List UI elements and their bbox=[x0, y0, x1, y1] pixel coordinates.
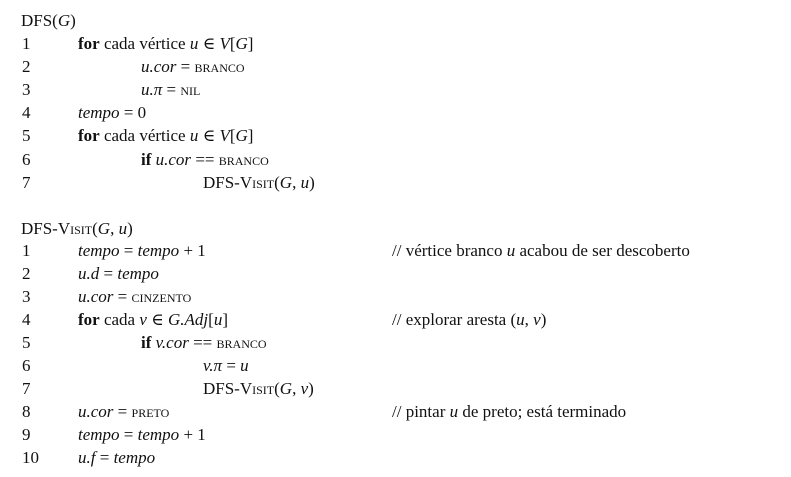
code-token: u.d bbox=[78, 264, 100, 283]
code-token: = bbox=[119, 425, 138, 444]
code-token: for bbox=[78, 34, 100, 53]
code-token: tempo bbox=[113, 448, 156, 467]
pseudocode-line bbox=[0, 33, 791, 55]
line-number: 9 bbox=[22, 425, 31, 444]
code-token: G bbox=[279, 173, 293, 192]
code-token: G bbox=[235, 34, 248, 53]
pseudocode-line bbox=[0, 401, 791, 423]
code-token: DFS-V bbox=[21, 219, 71, 238]
code-token: v.cor bbox=[155, 333, 189, 352]
code-token: cada vértice bbox=[99, 126, 190, 145]
code-token: if bbox=[141, 150, 152, 169]
code-token: G bbox=[235, 126, 248, 145]
pseudocode-line bbox=[0, 447, 791, 469]
line-number: 7 bbox=[22, 379, 31, 398]
code-token: = bbox=[119, 241, 138, 260]
pseudocode-line bbox=[0, 240, 791, 262]
code-token: for bbox=[78, 310, 100, 329]
code-token: u.cor bbox=[78, 287, 114, 306]
code-token: tempo bbox=[137, 241, 180, 260]
code-comment bbox=[392, 401, 626, 423]
code-token: v bbox=[300, 379, 309, 398]
code-token: ) bbox=[70, 11, 76, 30]
code-token: de preto; está terminado bbox=[458, 402, 627, 421]
pseudocode-line bbox=[0, 263, 791, 285]
code-token: = bbox=[222, 356, 241, 375]
code-token: ( bbox=[274, 173, 280, 192]
code-statement bbox=[203, 355, 249, 377]
pseudocode-line bbox=[0, 424, 791, 446]
code-statement bbox=[78, 102, 146, 124]
code-token: ∈ bbox=[198, 126, 220, 145]
code-token: branco bbox=[194, 57, 245, 76]
pseudocode-line bbox=[0, 79, 791, 101]
code-statement bbox=[141, 332, 267, 354]
code-token: , bbox=[292, 379, 301, 398]
code-token: ) bbox=[308, 379, 314, 398]
line-number: 4 bbox=[22, 310, 31, 329]
code-token: cada vértice bbox=[99, 34, 190, 53]
code-token: // explorar aresta ( bbox=[392, 310, 517, 329]
code-statement bbox=[141, 149, 269, 171]
procedure-title bbox=[21, 218, 133, 240]
code-statement bbox=[78, 309, 228, 331]
code-token: DFS-V bbox=[203, 173, 253, 192]
code-token: DFS( bbox=[21, 11, 58, 30]
code-token: G.Adj bbox=[168, 310, 209, 329]
pseudocode-line bbox=[0, 56, 791, 78]
code-token: ] bbox=[247, 126, 254, 145]
code-token: ) bbox=[309, 173, 315, 192]
code-token: if bbox=[141, 333, 152, 352]
code-token: V bbox=[219, 126, 230, 145]
code-token: == bbox=[188, 333, 217, 352]
code-token: u.cor bbox=[141, 57, 177, 76]
code-token: = 0 bbox=[119, 103, 147, 122]
code-token: = bbox=[113, 402, 132, 421]
line-number: 8 bbox=[22, 402, 31, 421]
code-token: acabou de ser descoberto bbox=[515, 241, 690, 260]
line-number: 5 bbox=[22, 333, 31, 352]
code-statement bbox=[78, 447, 155, 469]
code-token: + 1 bbox=[179, 425, 206, 444]
code-token: v bbox=[139, 310, 147, 329]
code-token: branco bbox=[218, 150, 269, 169]
code-token: ∈ bbox=[198, 34, 220, 53]
code-token: u bbox=[189, 34, 199, 53]
line-number: 4 bbox=[22, 103, 31, 122]
code-token: // vértice branco bbox=[392, 241, 507, 260]
code-statement bbox=[78, 125, 253, 147]
code-token: u bbox=[516, 310, 525, 329]
code-statement bbox=[78, 240, 206, 262]
line-number: 2 bbox=[22, 57, 31, 76]
code-token: ] bbox=[222, 310, 228, 329]
line-number: 7 bbox=[22, 173, 31, 192]
code-token: ] bbox=[247, 34, 254, 53]
code-token: isit bbox=[70, 219, 93, 238]
line-number: 3 bbox=[22, 287, 31, 306]
code-statement bbox=[203, 172, 315, 194]
code-token: preto bbox=[131, 402, 170, 421]
code-token: [ bbox=[208, 310, 214, 329]
code-statement bbox=[78, 424, 206, 446]
code-token: nil bbox=[180, 80, 201, 99]
pseudocode-line bbox=[0, 309, 791, 331]
pseudocode-line bbox=[0, 102, 791, 124]
code-token: = bbox=[99, 264, 118, 283]
code-token: , bbox=[110, 219, 119, 238]
code-token: u bbox=[240, 356, 249, 375]
code-token: v.π bbox=[203, 356, 223, 375]
code-token: [ bbox=[229, 126, 236, 145]
code-token: + 1 bbox=[179, 241, 206, 260]
code-token: u bbox=[213, 310, 223, 329]
code-token: u bbox=[118, 219, 128, 238]
code-statement bbox=[141, 79, 200, 101]
code-token: G bbox=[279, 379, 293, 398]
code-comment bbox=[392, 240, 690, 262]
code-token: tempo bbox=[137, 425, 180, 444]
code-token: , bbox=[524, 310, 534, 329]
code-token: v bbox=[533, 310, 541, 329]
code-token: u.cor bbox=[155, 150, 192, 169]
code-statement bbox=[78, 286, 191, 308]
code-token: cada bbox=[99, 310, 140, 329]
line-number: 3 bbox=[22, 80, 31, 99]
code-token: [ bbox=[229, 34, 236, 53]
code-token: tempo bbox=[117, 264, 159, 283]
code-token: ) bbox=[127, 219, 133, 238]
code-token: ) bbox=[540, 310, 547, 329]
line-number: 1 bbox=[22, 241, 31, 260]
code-token: = bbox=[176, 57, 195, 76]
code-token: V bbox=[219, 34, 230, 53]
code-token: // pintar bbox=[392, 402, 450, 421]
pseudocode-line bbox=[0, 125, 791, 147]
pseudocode-line bbox=[0, 172, 791, 194]
line-number: 10 bbox=[22, 448, 39, 467]
code-statement bbox=[203, 378, 314, 400]
pseudocode-line bbox=[0, 378, 791, 400]
line-number: 6 bbox=[22, 356, 31, 375]
code-token: = bbox=[113, 287, 132, 306]
line-number: 5 bbox=[22, 126, 31, 145]
code-token: u bbox=[506, 241, 516, 260]
pseudocode-line bbox=[0, 286, 791, 308]
code-token: ( bbox=[92, 219, 98, 238]
code-token: isit bbox=[252, 379, 275, 398]
code-token: u bbox=[300, 173, 310, 192]
code-statement bbox=[78, 33, 253, 55]
code-token: u.cor bbox=[78, 402, 114, 421]
line-number: 6 bbox=[22, 150, 31, 169]
code-token: for bbox=[78, 126, 100, 145]
code-token: isit bbox=[252, 173, 275, 192]
code-token: tempo bbox=[78, 103, 120, 122]
pseudocode-line bbox=[0, 355, 791, 377]
pseudocode-line bbox=[0, 149, 791, 171]
code-token: DFS-V bbox=[203, 379, 253, 398]
code-token: ( bbox=[274, 379, 280, 398]
procedure-title bbox=[21, 10, 76, 32]
code-statement bbox=[141, 56, 245, 78]
code-token: u bbox=[449, 402, 459, 421]
code-token: == bbox=[191, 150, 219, 169]
code-token: G bbox=[57, 11, 71, 30]
code-token: tempo bbox=[78, 241, 120, 260]
code-token: branco bbox=[216, 333, 267, 352]
line-number: 1 bbox=[22, 34, 31, 53]
code-comment bbox=[392, 309, 546, 331]
code-token: u.π bbox=[141, 80, 163, 99]
line-number: 2 bbox=[22, 264, 31, 283]
code-statement bbox=[78, 401, 169, 423]
code-statement bbox=[78, 263, 159, 285]
code-token: , bbox=[292, 173, 301, 192]
code-token: u.f bbox=[78, 448, 96, 467]
code-token: cinzento bbox=[131, 287, 192, 306]
pseudocode-line bbox=[0, 332, 791, 354]
code-token: G bbox=[97, 219, 111, 238]
code-token: = bbox=[162, 80, 181, 99]
code-token: = bbox=[95, 448, 114, 467]
code-token: ∈ bbox=[146, 310, 168, 329]
code-token: tempo bbox=[78, 425, 120, 444]
code-token: u bbox=[189, 126, 199, 145]
